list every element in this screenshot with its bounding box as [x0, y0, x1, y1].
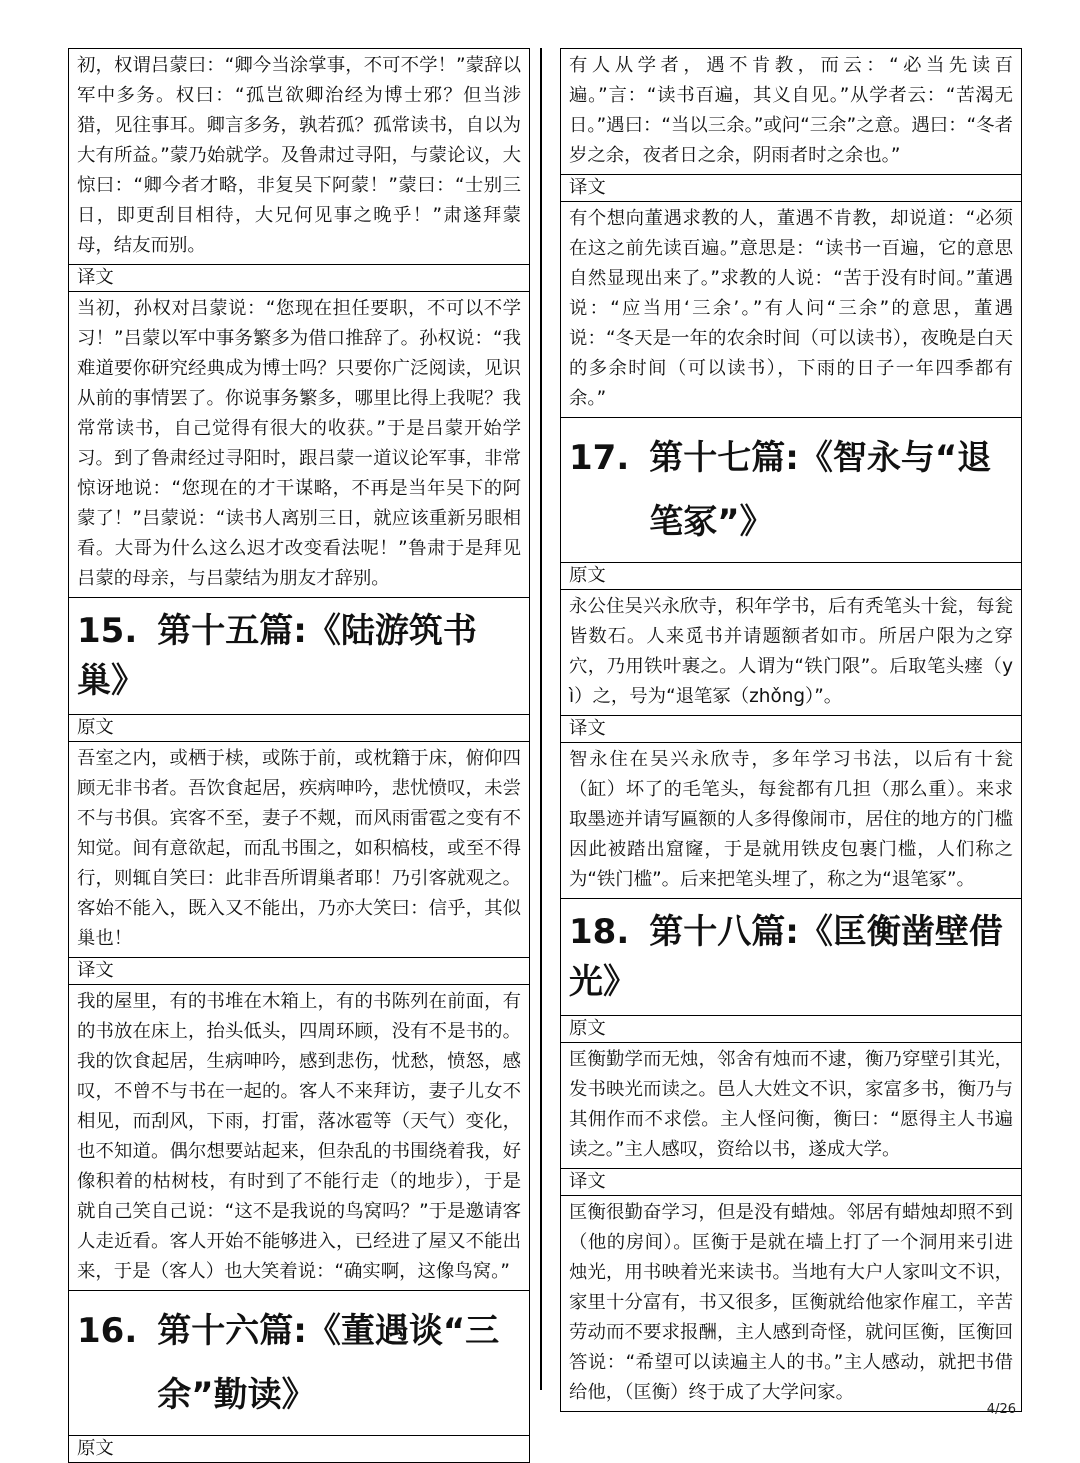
passage-18-translation-label: 译文 — [560, 1169, 1022, 1196]
passage-16-translation-label: 译文 — [560, 175, 1022, 202]
right-column — [560, 48, 1022, 1412]
passage-17-translation-text: 智永住在吴兴永欣寺，多年学习书法，以后有十瓮（缸）坏了的毛笔头，每瓮都有几担（那么重）。来求取墨迹并请写匾额的人多得像闹市，居住的地方的门槛因此被踏出窟窿，于是就用铁皮包裹门槛，人们称之为“铁门槛”。后来把笔头埋了，称之为“退笔冢”。 — [560, 743, 1022, 899]
passage-15-heading — [68, 598, 530, 715]
passage-18-original-text: 匡衡勤学而无烛，邻舍有烛而不逮，衡乃穿壁引其光，发书映光而读之。邑人大姓文不识，家富多书，衡乃与其佣作而不求偿。主人怪问衡，衡曰：“愿得主人书遍读之。”主人感叹，资给以书，遂成大学。 — [560, 1043, 1022, 1169]
passage-14-translation-text: 当初，孙权对吕蒙说：“您现在担任要职，不可以不学习！”吕蒙以军中事务繁多为借口推辞了。孙权说：“我难道要你研究经典成为博士吗？只要你广泛阅读，见识从前的事情罢了。你说事务繁多，哪里比得上我呢？我常常读书，自己觉得有很大的收获。”于是吕蒙开始学习。到了鲁肃经过寻阳时，跟吕蒙一道议论军事，非常惊讶地说：“您现在的才干谋略，不再是当年吴下的阿蒙了！”吕蒙说：“读书人离别三日，就应该重新另眼相看。大哥为什么这么迟才改变看法呢！”鲁肃于是拜见吕蒙的母亲，与吕蒙结为朋友才辞别。 — [68, 292, 530, 598]
left-column — [68, 48, 530, 1463]
passage-18-translation-text: 匡衡很勤奋学习，但是没有蜡烛。邻居有蜡烛却照不到（他的房间）。匡衡于是就在墙上打了一个洞用来引进烛光，用书映着光来读书。当地有大户人家叫文不识，家里十分富有，书又很多，匡衡就给他家作雇工，辛苦劳动而不要求报酬，主人感到奇怪，就问匡衡，匡衡回答说：“希望可以读遍主人的书。”主人感动，就把书借给他，（匡衡）终于成了大学问家。 — [560, 1196, 1022, 1412]
passage-18-original-label: 原文 — [560, 1016, 1022, 1043]
passage-18-title: 第十八篇:《匡衡凿壁借光》 — [569, 912, 1003, 1002]
passage-15-number: 15. — [77, 611, 138, 651]
passage-14-original-text: 初，权谓吕蒙曰：“卿今当涂掌事，不可不学！”蒙辞以军中多务。权曰：“孤岂欲卿治经为博士邪？但当涉猎，见往事耳。卿言多务，孰若孤？孤常读书，自以为大有所益。”蒙乃始就学。及鲁肃过寻阳，与蒙论议，大惊曰：“卿今者才略，非复吴下阿蒙！”蒙曰：“士别三日，即更刮目相待，大兄何见事之晚乎！”肃遂拜蒙母，结友而别。 — [68, 48, 530, 265]
passage-17-translation-label: 译文 — [560, 716, 1022, 743]
passage-16-original-text: 有人从学者，遇不肯教，而云：“必当先读百遍。”言：“读书百遍，其义自见。”从学者云：“苦渴无日。”遇曰：“当以三余。”或问“三余”之意。遇曰：“冬者岁之余，夜者日之余，阴雨者时之余也。” — [560, 48, 1022, 175]
passage-14-translation-label: 译文 — [68, 265, 530, 292]
page-number: 4/26 — [986, 1402, 1016, 1417]
passage-17-heading — [560, 418, 1022, 563]
passage-17-number: 17. — [569, 438, 630, 478]
passage-16-number: 16. — [77, 1311, 138, 1351]
passage-15-original-text: 吾室之内，或栖于椟，或陈于前，或枕籍于床，俯仰四顾无非书者。吾饮食起居，疾病呻吟，悲忧愤叹，未尝不与书俱。宾客不至，妻子不觌，而风雨雷雹之变有不知觉。间有意欲起，而乱书围之，如积槁枝，或至不得行，则辄自笑曰：此非吾所谓巢者耶！乃引客就观之。客始不能入，既入又不能出，乃亦大笑曰：信乎，其似巢也！ — [68, 742, 530, 958]
passage-17-title: 第十七篇:《智永与“退笔冢”》 — [649, 438, 992, 542]
passage-16-translation-text: 有个想向董遇求教的人，董遇不肯教，却说道：“必须在这之前先读百遍。”意思是：“读书一百遍，它的意思自然显现出来了。”求教的人说：“苦于没有时间。”董遇说：“应当用‘三余’。”有人问“三余”的意思，董遇说：“冬天是一年的农余时间（可以读书），夜晚是白天的多余时间（可以读书），下雨的日子一年四季都有余。” — [560, 202, 1022, 418]
passage-15-translation-text: 我的屋里，有的书堆在木箱上，有的书陈列在前面，有的书放在床上，抬头低头，四周环顾，没有不是书的。我的饮食起居，生病呻吟，感到悲伤，忧愁，愤怒，感叹，不曾不与书在一起的。客人不来拜访，妻子儿女不相见，而刮风，下雨，打雷，落冰雹等（天气）变化，也不知道。偶尔想要站起来，但杂乱的书围绕着我，好像积着的枯树枝，有时到了不能行走（的地步），于是就自己笑自己说：“这不是我说的鸟窝吗？”于是邀请客人走近看。客人开始不能够进入，已经进了屋又不能出来，于是（客人）也大笑着说：“确实啊，这像鸟窝。” — [68, 985, 530, 1291]
column-divider — [540, 48, 542, 1390]
passage-16-original-label: 原文 — [68, 1436, 530, 1463]
passage-15-title: 第十五篇:《陆游筑书巢》 — [77, 611, 477, 701]
passage-18-heading — [560, 899, 1022, 1016]
passage-15-original-label: 原文 — [68, 715, 530, 742]
passage-17-original-label: 原文 — [560, 563, 1022, 590]
passage-17-original-text: 永公住吴兴永欣寺，积年学书，后有秃笔头十瓮，每瓮皆数石。人来觅书并请题额者如市。所居户限为之穿穴，乃用铁叶裹之。人谓为“铁门限”。后取笔头瘗（yì）之，号为“退笔冢（zhǒng）”。 — [560, 590, 1022, 716]
passage-16-heading — [68, 1291, 530, 1436]
passage-15-translation-label: 译文 — [68, 958, 530, 985]
passage-16-title: 第十六篇:《董遇谈“三余”勤读》 — [157, 1311, 500, 1415]
passage-18-number: 18. — [569, 912, 630, 952]
